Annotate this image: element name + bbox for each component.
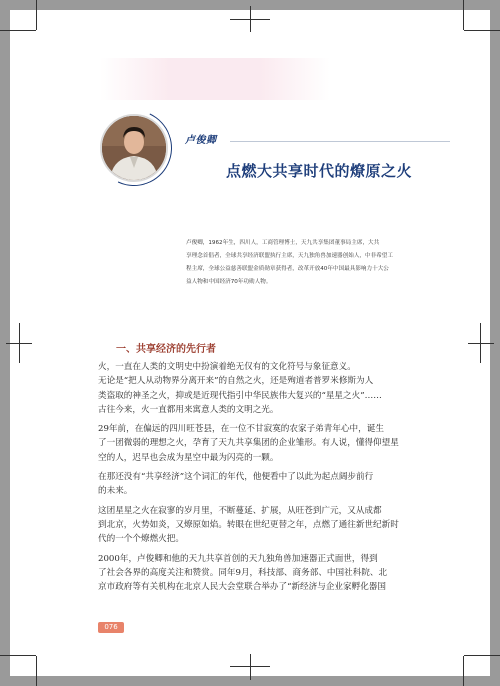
text-line: 类盗取的神圣之火，抑或是近现代指引中华民族伟大复兴的“星星之火”…… [98, 390, 382, 401]
text-line: 了一团微弱的理想之火，孕育了天九共享集团的企业雏形。有人说，懂得仰望星 [98, 438, 399, 449]
bio-line: 享理念首倡者，全球共享经济联盟执行主席，天九独角兽加速器创始人，中非希望工 [186, 253, 393, 259]
text-line: 代的一个个燎燃火把。 [98, 534, 184, 545]
registration-mark [19, 323, 20, 363]
text-line: 无论是“把人从动物界分离开来”的自然之火，还是殉道者普罗米修斯为人 [98, 376, 374, 387]
crop-mark [464, 655, 500, 656]
crop-mark [464, 30, 500, 31]
crop-mark [463, 656, 464, 686]
bio-line: 卢俊卿，1962年生，四川人，工商管理博士，天九共享集团董事局主席，大共 [186, 240, 380, 246]
decorative-band [100, 58, 330, 100]
body-text [98, 360, 428, 594]
registration-mark [230, 19, 270, 20]
text-line: 在那还没有“共享经济”这个词汇的年代，他便看中了以此为起点阔步前行 [98, 472, 374, 483]
page-number: 076 [98, 622, 124, 633]
name-underline [230, 141, 450, 142]
crop-mark [0, 30, 36, 31]
text-line: 空的人，迟早也会成为星空中最为闪亮的一颗。 [98, 452, 279, 463]
bio-line: 益人物和中国经济70年功勋人物。 [186, 279, 272, 285]
author-name: 卢俊卿 [185, 135, 217, 146]
text-line: 火，一直在人类的文明史中扮演着绝无仅有的文化符号与象征意义。 [98, 362, 356, 372]
text-line: 京市政府等有关机构在北京人民大会堂联合举办了“新经济与企业家孵化器国 [98, 582, 386, 593]
section-heading: 一、共享经济的先行者 [116, 344, 216, 355]
bio-line: 程主席，全球公益慈善联盟金质勋章获得者，改革开放40年中国最具影响力十大公 [186, 266, 389, 272]
text-line: 这团星星之火在寂寥的岁月里，不断蔓延、扩展，从旺苍到广元，又从成都 [98, 505, 382, 516]
crop-mark [0, 655, 36, 656]
registration-mark [230, 666, 270, 667]
registration-mark [468, 343, 494, 344]
portrait-image [102, 116, 166, 180]
text-line: 到北京，火势如炎，又燎原如焰。转眼在世纪更替之年，点燃了通往新世纪新时 [98, 519, 399, 530]
text-line: 2000年，卢俊卿和他的天九共享首创的天九独角兽加速器正式面世，得到 [98, 553, 378, 564]
text-line: 29年前，在偏远的四川旺苍县，在一位不甘寂寞的农家子弟青年心中，诞生 [98, 424, 384, 435]
crop-mark [463, 0, 464, 30]
document-page [10, 10, 490, 676]
text-line: 古往今来，火一直都用来寓意人类的文明之光。 [98, 404, 279, 415]
crop-mark [36, 0, 37, 30]
registration-mark [250, 654, 251, 680]
text-line: 的未来。 [98, 486, 133, 497]
article-title: 点燃大共享时代的燎原之火 [225, 162, 412, 180]
author-portrait [100, 114, 168, 182]
crop-mark [36, 656, 37, 686]
text-line: 了社会各界的高度关注和赞赏。同年9月，科技部、商务部、中国社科院、北 [98, 567, 388, 578]
author-bio [186, 237, 426, 289]
registration-mark [480, 323, 481, 363]
